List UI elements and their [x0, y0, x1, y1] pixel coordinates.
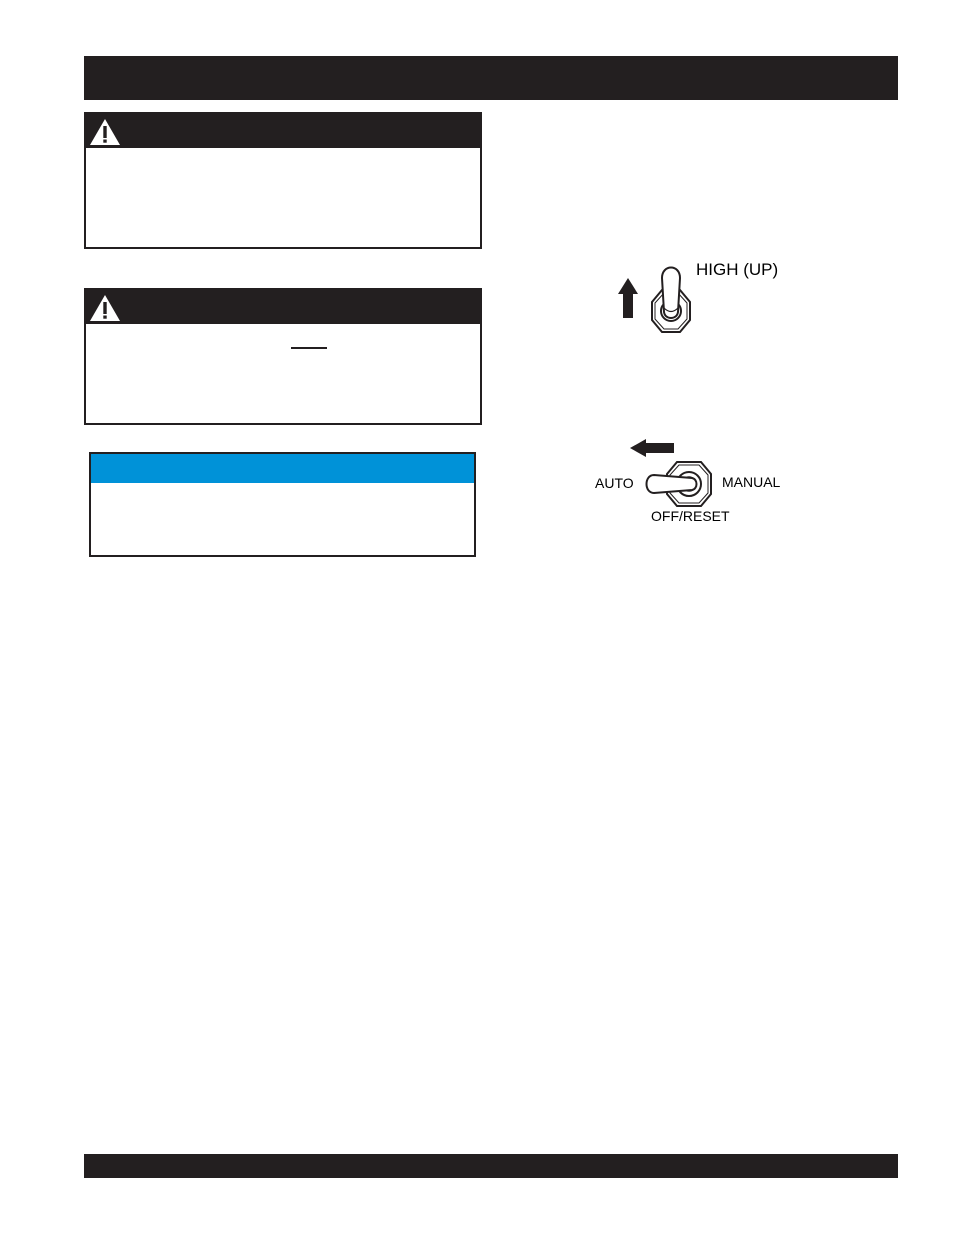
arrow-left-icon	[630, 439, 674, 457]
notice-header-band	[91, 454, 474, 483]
notice-box	[89, 452, 476, 557]
warning-box	[84, 288, 482, 425]
manual-label: MANUAL	[722, 474, 781, 490]
warning-box	[84, 112, 482, 249]
warning-header-band	[86, 114, 480, 148]
page-footer-bar	[84, 1154, 898, 1178]
warning-header-band	[86, 290, 480, 324]
arrow-up-icon	[618, 278, 638, 318]
underline-mark	[291, 347, 327, 349]
page-header-bar	[84, 56, 898, 100]
high-up-label: HIGH (UP)	[696, 260, 779, 279]
mode-switch-diagram	[630, 438, 720, 510]
auto-label: AUTO	[595, 475, 634, 491]
off-reset-label: OFF/RESET	[651, 508, 730, 524]
warning-triangle-icon	[88, 293, 122, 323]
throttle-switch-diagram	[610, 258, 710, 338]
warning-triangle-icon	[88, 117, 122, 147]
